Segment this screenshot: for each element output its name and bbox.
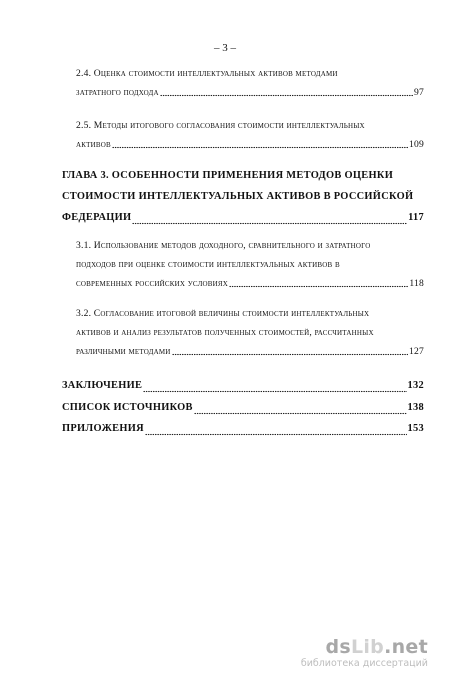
toc-entry-text: подходов при оценке стоимости интеллектуальных активов в (76, 259, 340, 270)
toc-page-number: 153 (407, 423, 424, 434)
dot-leader (172, 353, 408, 356)
toc-entry-conclusion (62, 375, 424, 396)
toc-entry-2-5 (76, 118, 424, 152)
dot-leader (145, 433, 407, 436)
toc-page-number: 132 (407, 380, 424, 391)
toc-page-number: 138 (407, 402, 424, 413)
dot-leader (229, 285, 408, 288)
toc-entry-text: ФЕДЕРАЦИИ (62, 212, 132, 223)
toc-entry-3-2 (76, 306, 424, 359)
toc-entry-text: СПИСОК ИСТОЧНИКОВ (62, 402, 193, 413)
toc-entry-text: 3.1. Использование методов доходного, сравнительного и затратного (76, 240, 371, 251)
watermark-logo: dsLib.net (325, 636, 428, 658)
toc-entry-text: активов (76, 139, 111, 150)
toc-entry-sources (62, 397, 424, 418)
toc-entry-text: современных российских условиях (76, 278, 229, 289)
watermark-caption: библиотека диссертаций (300, 658, 428, 669)
toc-page-number: 97 (414, 87, 424, 98)
toc-page-number: 118 (409, 278, 424, 289)
toc-entry-text: 2.4. Оценка стоимости интеллектуальных активов методами (76, 68, 338, 79)
toc-entry-appendices (62, 418, 424, 439)
toc-entry-text: СТОИМОСТИ ИНТЕЛЛЕКТУАЛЬНЫХ АКТИВОВ В РОССИЙСКОЙ (62, 191, 414, 202)
toc-entry-3-1 (76, 238, 424, 291)
toc-entry-2-4 (76, 66, 424, 100)
toc-entry-chapter-3 (62, 165, 424, 228)
toc-entry-text: ГЛАВА 3. ОСОБЕННОСТИ ПРИМЕНЕНИЯ МЕТОДОВ ОЦЕНКИ (62, 170, 394, 181)
toc-page-number: 127 (409, 346, 424, 357)
toc-page-number: 109 (409, 139, 424, 150)
toc-page-number: 117 (408, 212, 424, 223)
toc-entry-text: ЗАКЛЮЧЕНИЕ (62, 380, 143, 391)
page-number: – 3 – (214, 42, 236, 54)
dot-leader (160, 94, 413, 97)
toc-entry-text: ПРИЛОЖЕНИЯ (62, 423, 144, 434)
dot-leader (132, 222, 407, 225)
dot-leader (112, 146, 408, 149)
toc-entry-text: затратного подхода (76, 87, 159, 98)
toc-entry-text: 2.5. Методы итогового согласования стоимости интеллектуальных (76, 120, 365, 131)
toc-entry-text: 3.2. Согласование итоговой величины стоимости интеллектуальных (76, 308, 370, 319)
dot-leader (194, 412, 407, 415)
toc-entry-text: активов и анализ результатов полученных стоимостей, рассчитанных (76, 327, 374, 338)
dot-leader (143, 390, 406, 393)
watermark (268, 637, 428, 671)
toc-entry-text: различными методами (76, 346, 171, 357)
